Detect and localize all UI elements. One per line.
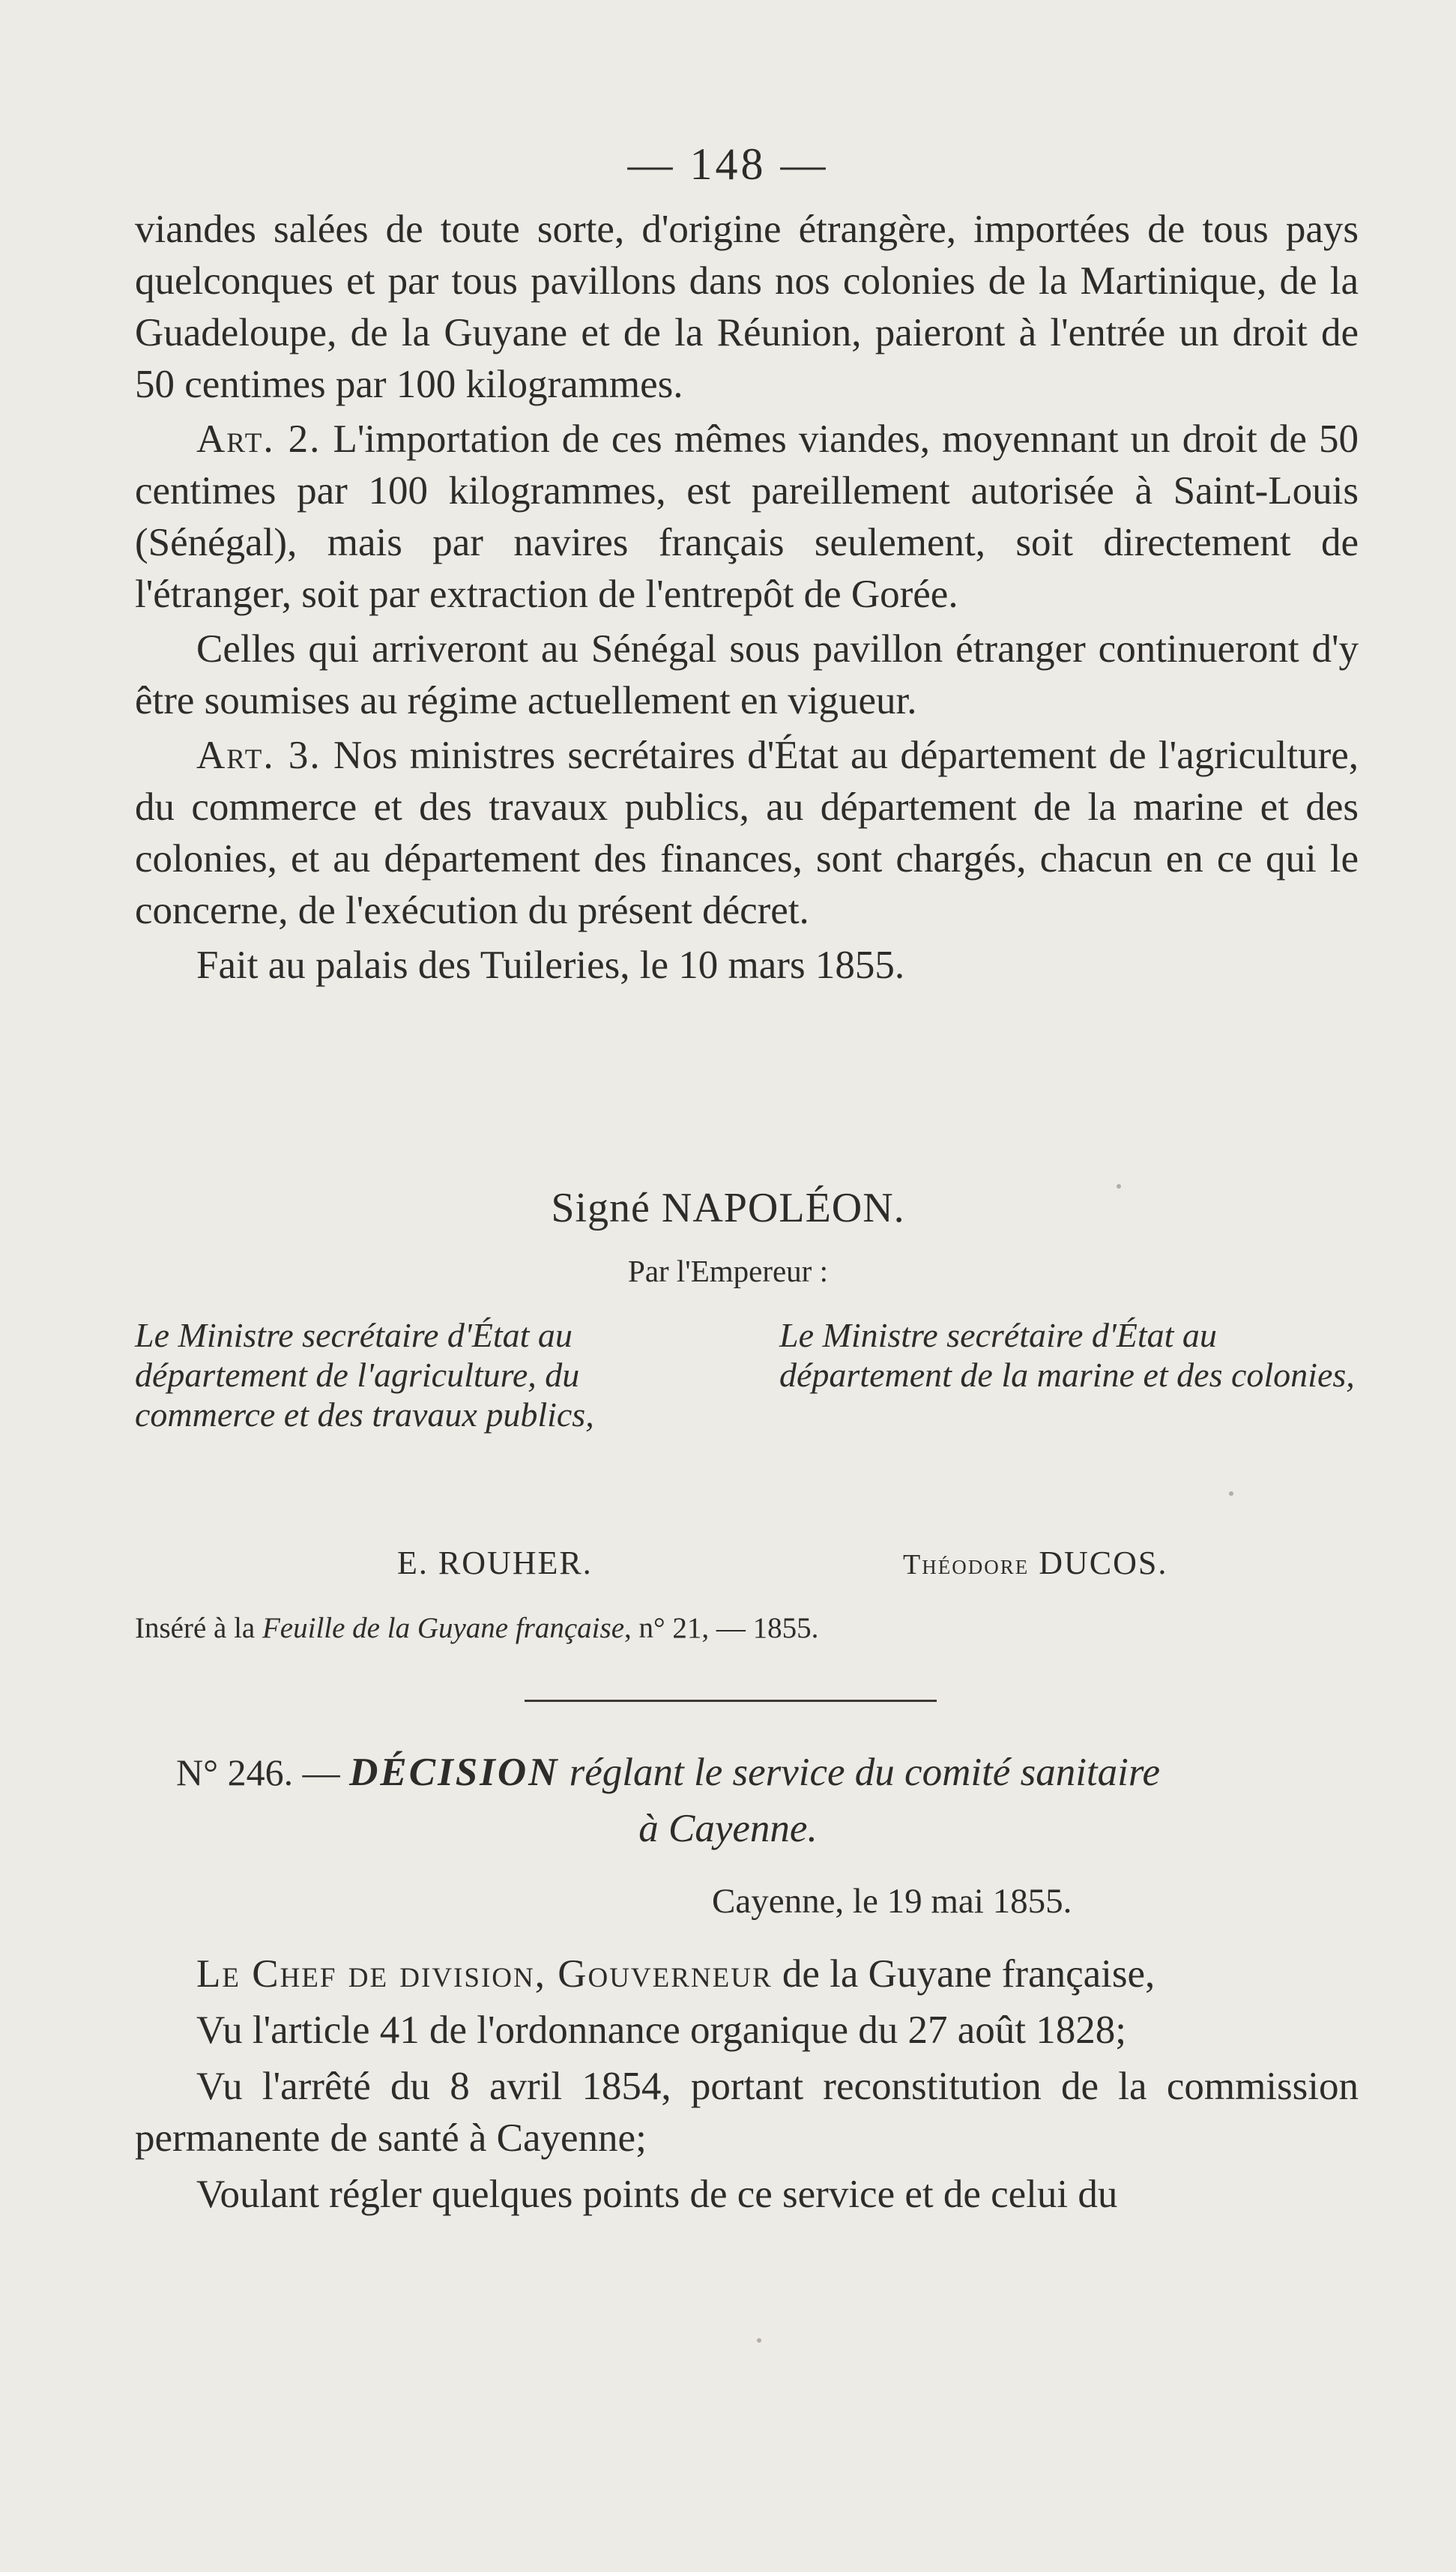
signatory-right-title: Le Ministre secrétaire d'État au département de la marine et des colonies, — [779, 1316, 1355, 1394]
decision-body — [135, 1948, 1359, 2221]
signatory-left-name: E. ROUHER. — [397, 1545, 593, 1581]
decision-title-line-2: à Cayenne. — [638, 1807, 818, 1850]
ink-speck — [1117, 1184, 1121, 1189]
insertion-note-journal: Feuille de la Guyane française — [262, 1612, 625, 1644]
page-number: — 148 — — [627, 139, 829, 189]
decision-vu-2: Vu l'arrêté du 8 avril 1854, portant reconstitution de la commission permanente de santé à Cayenne; — [135, 2065, 1359, 2160]
decree-done-at: Fait au palais des Tuileries, le 10 mars 1855. — [196, 944, 905, 987]
signatory-right-name — [903, 1544, 1167, 1582]
article-3-text: Nos ministres secrétaires d'État au département de l'agriculture, du commerce et des travaux publics, au département de la marine et des colonies, et au département des finances, sont chargés, chacun en ce qui le concerne, de l'exécution du présent décret. — [135, 734, 1359, 932]
decision-voulant: Voulant régler quelques points de ce service et de celui du — [196, 2173, 1118, 2216]
decision-number: N° 246. — — [176, 1751, 350, 1793]
decision-title-rest: réglant le service du comité sanitaire — [559, 1751, 1161, 1794]
decree-paragraph-1: viandes salées de toute sorte, d'origine étrangère, importées de tous pays quelconques et par tous pavillons dans nos colonies de la Martinique, de la Guadeloupe, de la Guyane et de la Réunion, paieront à l'entrée un droit de 50 centimes par 100 kilogrammes. — [135, 208, 1359, 406]
by-the-emperor: Par l'Empereur : — [628, 1254, 828, 1288]
decision-vu-1: Vu l'article 41 de l'ordonnance organique du 27 août 1828; — [196, 2008, 1126, 2052]
decision-title — [176, 1750, 1160, 1795]
article-3 — [135, 730, 1359, 937]
article-2-text: L'importation de ces mêmes viandes, moyennant un droit de 50 centimes par 100 kilogrammes, est pareillement autorisée à Saint-Louis (Sénégal), mais par navires français seulement, soit directement de l'étranger, soit par extraction de l'entrepôt de Gorée. — [135, 417, 1359, 616]
signatory-left-title: Le Ministre secrétaire d'État au département de l'agriculture, du commerce et des travaux publics, — [135, 1316, 594, 1434]
ink-speck — [1229, 1491, 1233, 1496]
decree-paragraph-celles: Celles qui arriveront au Sénégal sous pavillon étranger continueront d'y être soumises au régime actuellement en vigueur. — [135, 627, 1359, 722]
insertion-note — [135, 1611, 818, 1645]
ink-speck — [757, 2338, 761, 2343]
section-divider — [525, 1700, 937, 1702]
article-2 — [135, 414, 1359, 621]
decision-dateline: Cayenne, le 19 mai 1855. — [712, 1882, 1072, 1921]
signatory-right-surname: DUCOS. — [1029, 1545, 1168, 1581]
signed-napoleon: Signé NAPOLÉON. — [551, 1185, 905, 1231]
decision-author — [135, 1948, 1359, 2000]
decision-word: DÉCISION — [349, 1751, 560, 1794]
article-3-label: Art. 3. — [196, 734, 321, 777]
decision-author-title: Le Chef de division, Gouverneur — [196, 1952, 773, 1996]
insertion-note-suffix: , n° 21, — 1855. — [624, 1612, 819, 1644]
decision-author-rest: de la Guyane française, — [772, 1952, 1156, 1996]
decree-body — [135, 204, 1359, 991]
insertion-note-prefix: Inséré à la — [135, 1612, 262, 1644]
article-2-label: Art. 2. — [196, 417, 321, 461]
signatory-right-prefix: Théodore — [903, 1549, 1030, 1581]
